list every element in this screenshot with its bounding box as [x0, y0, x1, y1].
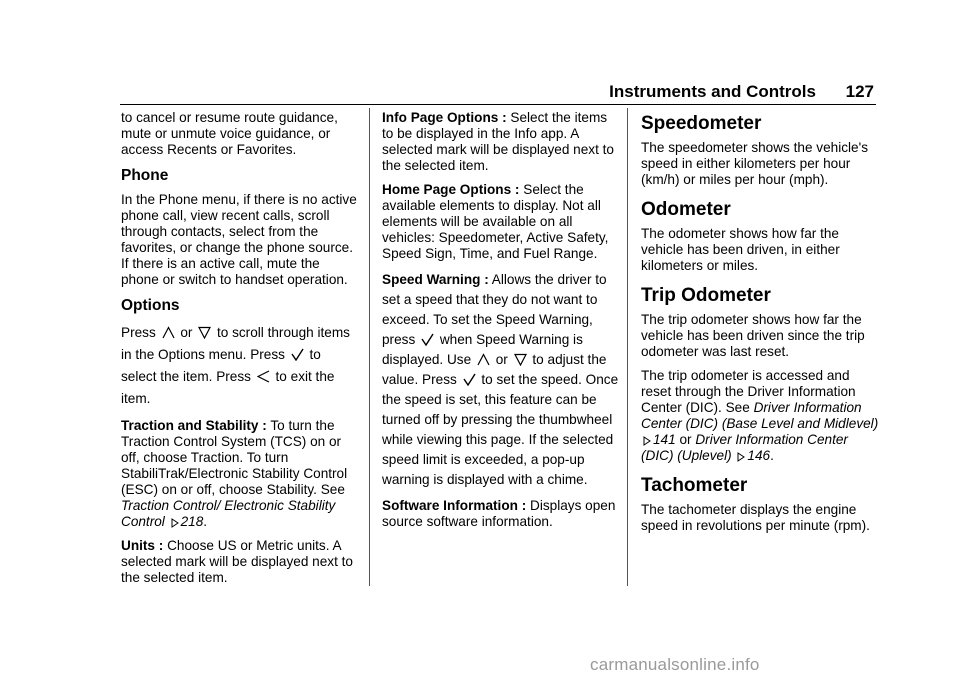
trip-odometer-heading: Trip Odometer [641, 285, 771, 306]
up-arrow-icon [162, 326, 175, 339]
home-label: Home Page Options : [382, 182, 520, 197]
trip-reference-2: Driver Information Center (DIC) (Uplevel) [641, 432, 848, 463]
column-3 [641, 110, 879, 542]
options-paragraph [121, 322, 359, 410]
header-rule [120, 104, 876, 105]
column-1 [121, 110, 359, 594]
options-text: to exit the item. [121, 369, 335, 406]
traction-label: Traction and Stability : [121, 418, 267, 433]
traction-reference: Traction Control/ Electronic Stability Control [121, 498, 336, 529]
info-paragraph [382, 110, 620, 174]
page-number: 127 [845, 82, 874, 101]
column-divider-2 [627, 108, 628, 586]
speed-text: to adjust the value. Press [382, 352, 607, 387]
check-icon [421, 333, 434, 346]
tachometer-paragraph: The tachometer displays the engine speed in revolutions per minute (rpm). [641, 502, 870, 533]
speed-paragraph [382, 270, 620, 490]
home-text: Select the available elements to display. Not all elements will be available on all vehicles: Speedometer, Active Safety, Speed Sign, Time, and Fuel Range. [382, 182, 609, 261]
down-arrow-icon [198, 326, 211, 339]
info-text: Select the items to be displayed in the Info app. A selected mark will be displayed next to the selected item. [382, 110, 614, 173]
speed-text: or [495, 352, 508, 367]
software-label: Software Information : [382, 498, 527, 513]
check-icon [463, 373, 476, 386]
page-header [120, 82, 876, 106]
options-heading: Options [121, 297, 180, 314]
traction-page: 218 [180, 514, 204, 529]
speed-text: Allows the driver to set a speed that they do not want to exceed. To set the Speed Warning, press [382, 272, 607, 347]
speed-text: to set the speed. Once the speed is set, this feature can be turned off by pressing the thumbwheel while viewing this page. If the selected speed limit is exceeded, a pop-up warning is displayed with a chime. [382, 372, 619, 487]
back-arrow-icon [257, 370, 270, 383]
options-text: or [180, 325, 193, 340]
down-arrow-icon [514, 353, 527, 366]
trip-text: The trip odometer is accessed and reset through the Driver Information Center (DIC). See [641, 368, 856, 415]
column-divider-1 [369, 108, 370, 586]
options-text: to select the item. Press [121, 347, 321, 384]
column-2 [382, 110, 620, 538]
software-paragraph [382, 498, 620, 530]
speed-text: when Speed Warning is displayed. Use [382, 332, 583, 367]
options-text: Press [121, 325, 156, 340]
phone-paragraph: In the Phone menu, if there is no active phone call, view recent calls, scroll through contacts, select from the favorites, or change the phone source. If there is an active call, mute the phone or switch to handset operation. [121, 192, 357, 287]
info-label: Info Page Options : [382, 110, 507, 125]
trip-paragraph-1: The trip odometer shows how far the vehicle has been driven since the trip odometer was last reset. [641, 312, 865, 359]
speed-label: Speed Warning : [382, 272, 489, 287]
phone-heading: Phone [121, 167, 169, 184]
odometer-heading: Odometer [641, 199, 731, 220]
page-ref-icon [171, 518, 179, 528]
units-label: Units : [121, 538, 164, 553]
home-paragraph [382, 182, 620, 262]
trip-reference-1: Driver Information Center (DIC) (Base Level and Midlevel) [641, 400, 879, 431]
page-ref-icon [737, 452, 745, 462]
options-text: to scroll through items in the Options menu. Press [121, 325, 350, 362]
check-icon [291, 348, 304, 361]
units-paragraph [121, 538, 359, 586]
trip-page-2: 146 [747, 448, 771, 463]
watermark: carmanualsonline.info [590, 655, 760, 674]
software-text: Displays open source software information. [382, 498, 616, 529]
section-title: Instruments and Controls [609, 82, 816, 101]
traction-paragraph: Traction and Stability : To turn the Traction Control System (TCS) on or off, choose Traction. To turn StabiliTrak/Electronic Stability Control (ESC) on or off, choose Stability. See Traction Control/ Electronic Stability Control 218. [121, 418, 348, 529]
page-ref-icon [643, 436, 651, 446]
trip-or: or [679, 432, 692, 447]
up-arrow-icon [477, 353, 490, 366]
tachometer-heading: Tachometer [641, 475, 748, 496]
odometer-paragraph: The odometer shows how far the vehicle has been driven, in either kilometers or miles. [641, 226, 840, 273]
intro-paragraph: to cancel or resume route guidance, mute or unmute voice guidance, or access Recents or Favorites. [121, 110, 338, 157]
traction-text: To turn the Traction Control System (TCS) on or off, choose Traction. To turn StabiliTrak/Electronic Stability Control (ESC) on or off, choose Stability. See [121, 418, 348, 497]
speedometer-heading: Speedometer [641, 113, 762, 134]
trip-page-1: 141 [653, 432, 676, 447]
trip-paragraph-2: The trip odometer is accessed and reset through the Driver Information Center (DIC). See Driver Information Center (DIC) (Base Level and Midlevel) 141 or Driver Information Center (DIC) (Uplevel) 146. [641, 368, 879, 463]
units-text: Choose US or Metric units. A selected mark will be displayed next to the selected item. [121, 538, 353, 585]
speedometer-paragraph: The speedometer shows the vehicle's speed in either kilometers per hour (km/h) or miles per hour (mph). [641, 140, 869, 187]
